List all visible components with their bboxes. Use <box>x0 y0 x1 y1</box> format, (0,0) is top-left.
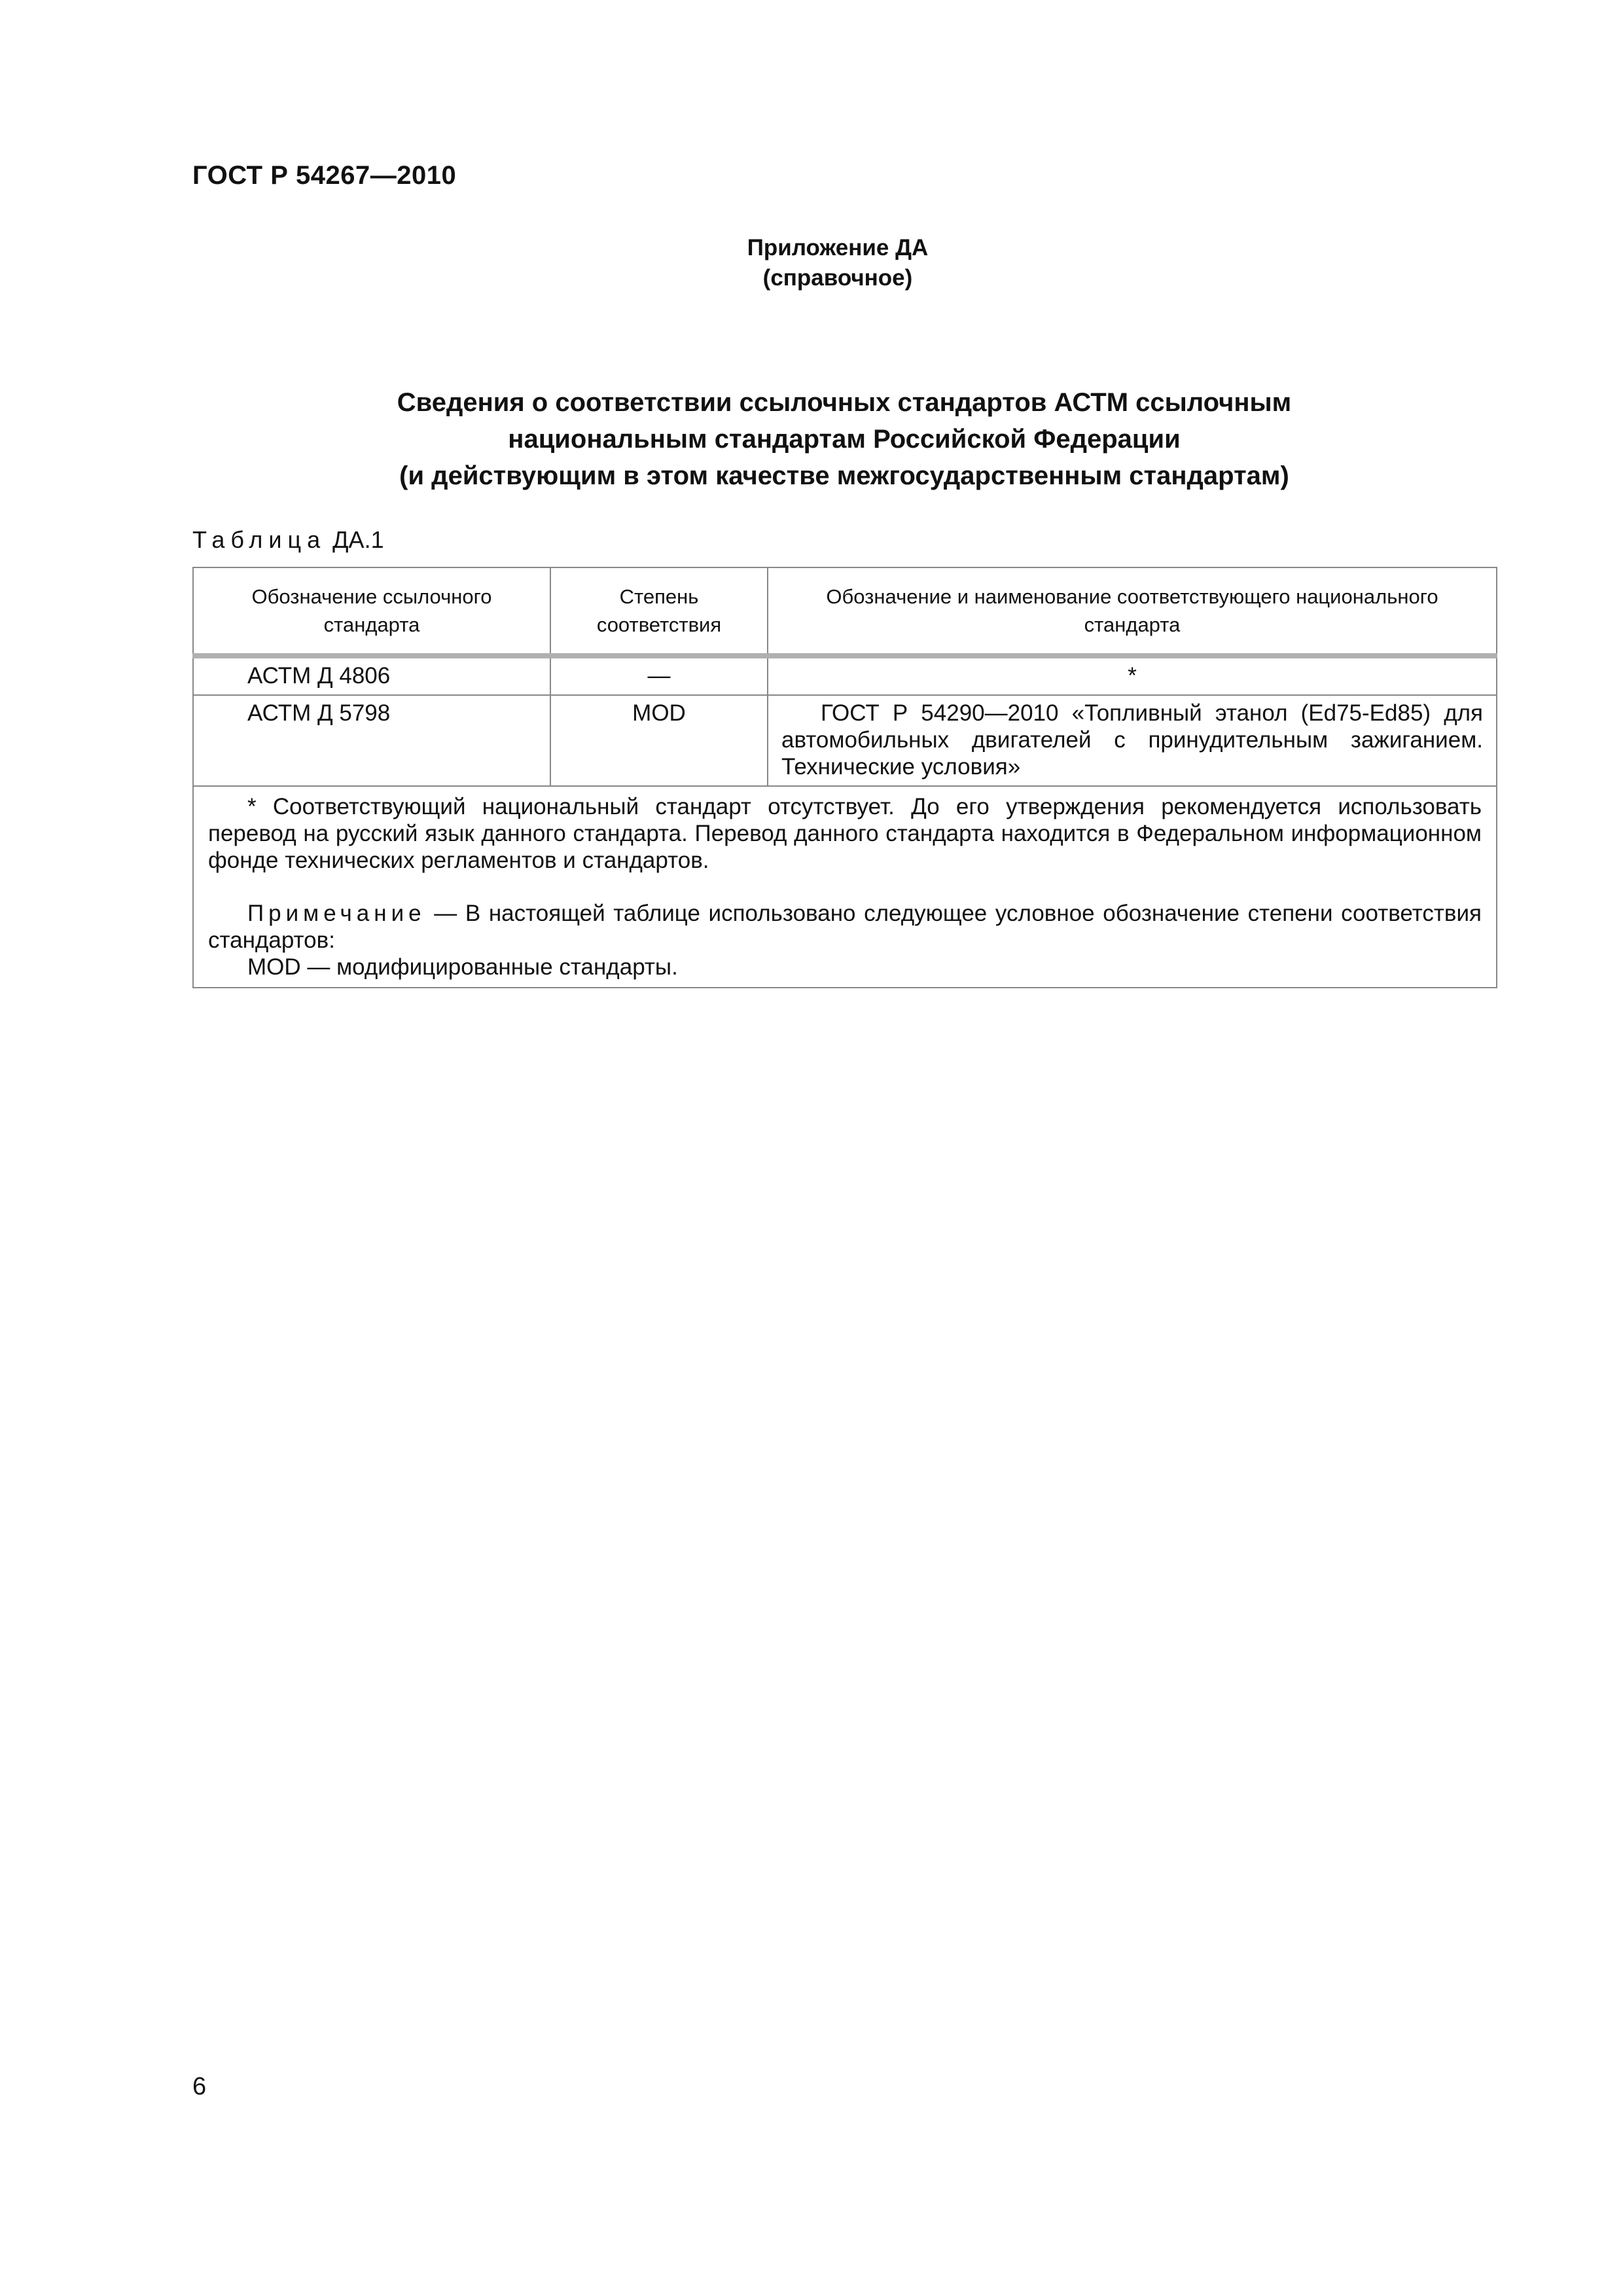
annex-heading <box>707 233 969 293</box>
cell-reference-standard: АСТМ Д 5798 <box>193 695 550 786</box>
header-reference-standard: Обозначение ссылочного стандарта <box>193 567 550 656</box>
note-item: MOD — модифицированные стандарты. <box>247 954 678 980</box>
annex-title: Приложение ДА <box>747 235 929 260</box>
cell-degree: — <box>550 656 768 695</box>
table-header-row <box>193 567 1497 656</box>
annex-type: (справочное) <box>762 265 913 291</box>
title-line-3: (и действующим в этом качестве межгосударственным стандартам) <box>399 461 1289 490</box>
table-caption <box>192 526 384 554</box>
table-row <box>193 695 1497 786</box>
correspondence-table <box>192 567 1497 988</box>
cell-reference-standard: АСТМ Д 4806 <box>193 656 550 695</box>
table-notes <box>193 786 1497 988</box>
table-note <box>208 900 1482 954</box>
table-caption-id: ДА.1 <box>332 526 384 553</box>
cell-degree: MOD <box>550 695 768 786</box>
title-line-2: национальным стандартам Российской Федерации <box>508 425 1181 454</box>
cell-national-standard: * <box>768 656 1497 695</box>
table-row <box>193 656 1497 695</box>
note-label: Примечание <box>247 901 426 926</box>
header-degree-of-correspondence: Степень соответствия <box>550 567 768 656</box>
title-line-1: Сведения о соответствии ссылочных стандартов АСТМ ссылочным <box>397 388 1292 417</box>
document-number: ГОСТ Р 54267—2010 <box>192 161 457 190</box>
table-caption-label: Таблица <box>192 526 327 553</box>
table-footnote: * Соответствующий национальный стандарт отсутствует. До его утверждения рекомендуется использовать перевод на русский язык данного стандарта. Перевод данного стандарта находится в Федеральном информационном фонде технических регламентов и стандартов. <box>208 794 1482 873</box>
cell-national-standard: ГОСТ Р 54290—2010 «Топливный этанол (Ed75-Ed85) для автомобильных двигателей с принудительным зажиганием. Технические условия» <box>768 695 1497 786</box>
page-number: 6 <box>192 2073 207 2100</box>
header-national-standard: Обозначение и наименование соответствующего национального стандарта <box>768 567 1497 656</box>
note-text: — В настоящей таблице использовано следующее условное обозначение степени соответствия стандартов: <box>208 901 1482 953</box>
section-title <box>216 384 1472 494</box>
table-notes-row <box>193 786 1497 988</box>
